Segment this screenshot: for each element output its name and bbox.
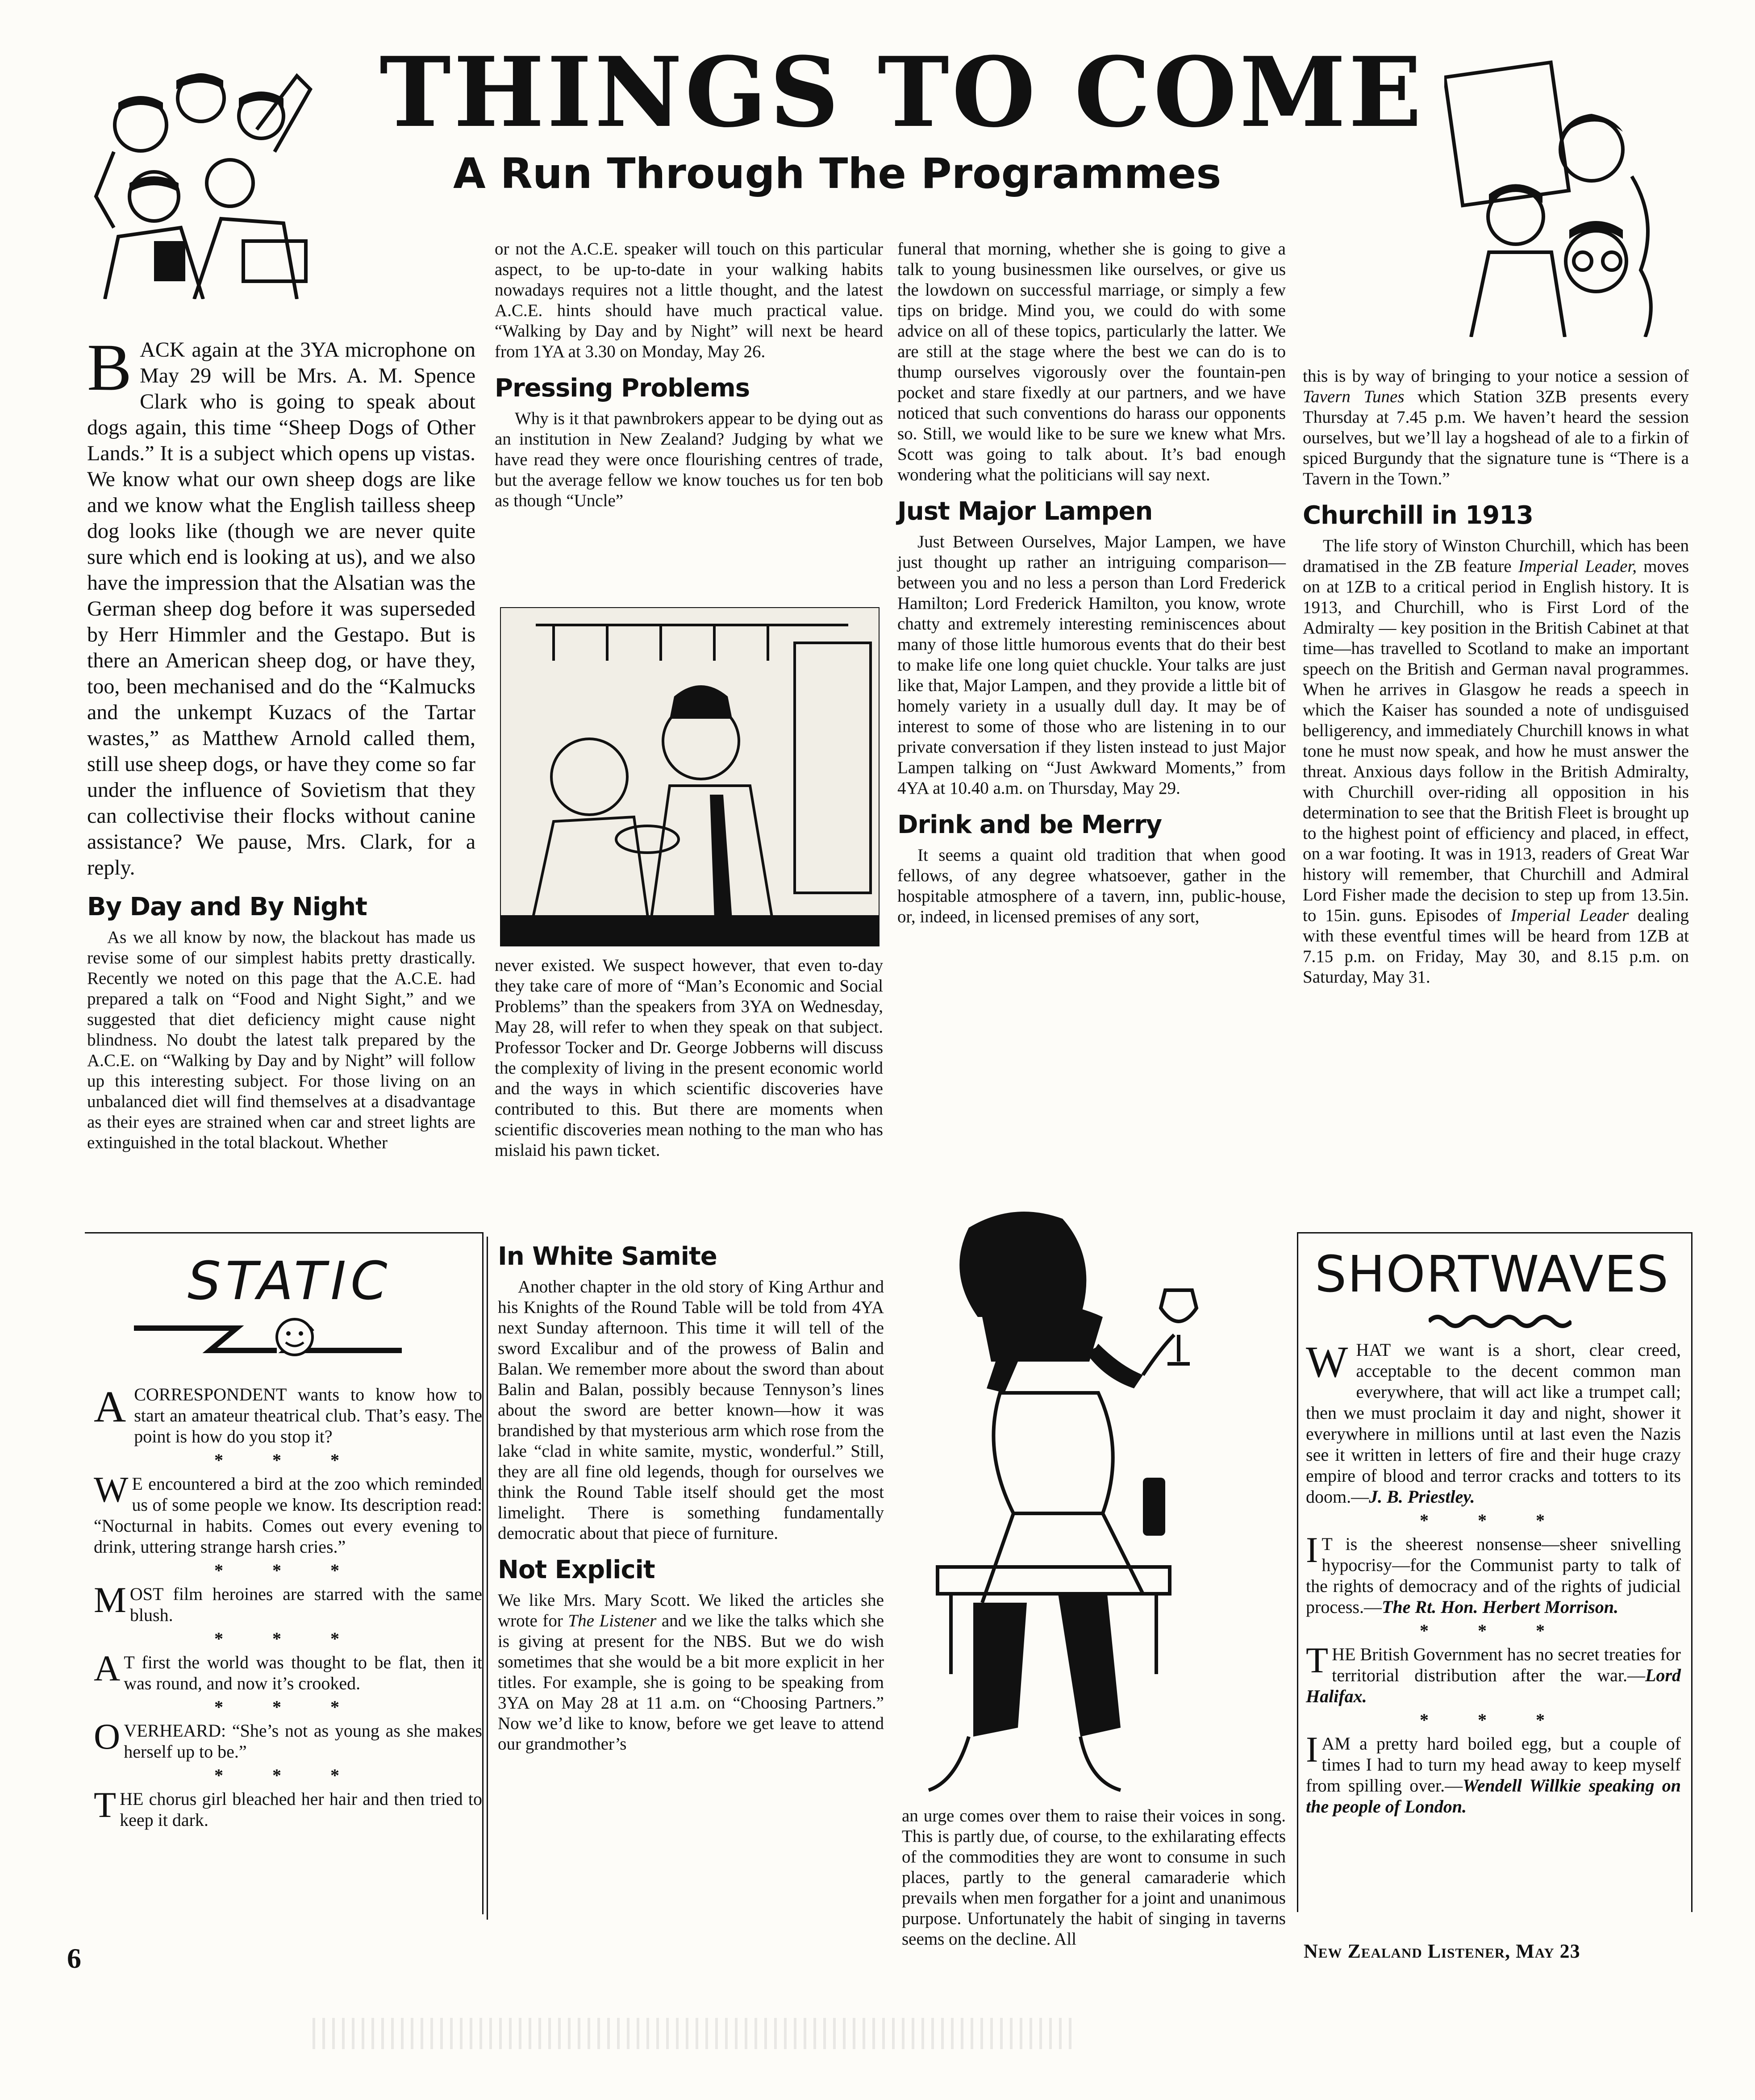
static-stars-1: * * * [214,1450,362,1470]
intro-text: ACK again at the 3YA microphone on May 29 will be Mrs. A. M. Spence Clark who is going to speak about dogs again, this time “Sheep Dogs of Other Lands.” It is a subject which opens up vistas. We know what our own sheep dogs are like and we know what the English tailless sheep dog looks like (though we are never quite sure which end is looking at us), and we also have the impression that the Alsatian was the German sheep dog before it was superseded by Herr Himmler and the Gestapo. But is there an American sheep dog, or have they, too, been mechanised and do the “Kalmucks and the unkempt Kuzacs of the Tartar wastes,” as Matthew Arnold called them, still use sheep dogs, or have they come so far under the influence of Sovietism that they can collectivise their flocks without canine assistance? We pause, Mrs. Clark, for a reply. [87,338,475,879]
explicit-text-b: and we like the talks which she is giving at present for the NBS. But we do wish sometimes that she would be a bit more explicit in her titles. For example, she is going to be speaking from 3YA on May 28 at 11 a.m. on “Choosing Partners.” Now we’d like to know, before we get leave to attend our grandmother’s [498,1611,884,1754]
column-divider [487,1237,488,1920]
heading-white-samite: In White Samite [498,1242,717,1271]
explicit-text-a: We like Mrs. Mary Scott. We liked the articles she wrote for [498,1591,884,1630]
static-dropcap-4: A [94,1648,121,1688]
tavern-text-a: this is by way of bringing to your notice a session of [1303,367,1689,386]
shortwaves-items [1306,1339,1681,1817]
funeral-text: funeral that morning, whether she is going to give a talk to young businessmen like ourselves, or give us the lowdown on successful marriage, or simply a few tips on bridge. Mind you, we could do with some advice on all of these topics, particularly the latter. We are still at the stage where the best we can do is to thump ourselves vigorously over the fountain-pen pocket and stare fixedly at our partners, and we have noticed that such conventions do harass our opponents so. Still, we would like to be sure we knew what Mrs. Scott was going to talk about. It’s bad enough wondering what the politicians will say next. [897,239,1286,484]
heading-drink-merry: Drink and be Merry [897,810,1162,839]
pawnbroker-cartoon [500,607,880,946]
static-title: STATIC [188,1250,392,1312]
shortwave-attribution-3: Lord Halifax. [1306,1665,1681,1706]
heading-day-night: By Day and By Night [87,892,367,921]
static-item-1 [94,1384,482,1447]
churchill-text-c: dealing with these eventful times will be heard from 1ZB at 7.15 p.m. on Friday, May 30, and 8.15 p.m. on Saturday, May 31. [1303,906,1689,987]
page-subtitle: A Run Through The Programmes [453,150,1221,198]
static-text-2: E encountered a bird at the zoo which reminded us of some people we know. Its description read: “Nocturnal in habits. Comes out every evening to drink, uttering strange harsh cries.” [94,1474,482,1557]
explicit-text [498,1590,884,1754]
shortwave-attribution-2: The Rt. Hon. Herbert Morrison. [1381,1597,1619,1617]
shortwave-dropcap-3: T [1306,1640,1329,1680]
static-stars-4: * * * [214,1697,362,1717]
static-dropcap-6: T [94,1784,117,1825]
shortwave-item-4 [1306,1729,1681,1817]
imperial-leader-title-1: Imperial Leader, [1518,557,1637,576]
static-stars-3: * * * [214,1629,362,1649]
shortwave-text-4: AM a pretty hard boiled egg, but a couple of times I had to turn my head away to keep myself from spilling over.— [1306,1733,1681,1796]
static-stars-5: * * * [214,1765,362,1785]
pressing-text-1: Why is it that pawnbrokers appear to be dying out as an institution in New Zealand? Judging by what we have read they were once flourishing centres of trade, but the average fellow we know touches us for ten bob as though “Uncle” [495,409,883,510]
static-item-4 [94,1648,482,1694]
static-stars-2: * * * [214,1560,362,1580]
the-listener-title: The Listener [568,1611,657,1630]
pressing-text-2: never existed. We suspect however, that even to-day they take care of more of “Man’s Economic and Social Problems” than the speakers from 3YA on Wednesday, May 28, will refer to when they speak on that subject. Professor Tocker and Dr. George Jobberns will discuss the complexity of living in the present economic world and the ways in which scientific discoveries have contributed to this. But there are moments when scientific discoveries mean nothing to the man who has mislaid his pawn ticket. [495,956,883,1160]
static-zigzag-icon [134,1315,402,1364]
band-illustration [87,49,315,299]
heading-pressing-problems: Pressing Problems [495,374,750,403]
shortwave-item-3 [1306,1640,1681,1707]
shortwaves-title: SHORTWAVES [1315,1246,1670,1304]
tavern-text [1303,366,1689,489]
static-text-6: HE chorus girl bleached her hair and then tried to keep it dark. [120,1789,482,1830]
page-title: THINGS TO COME [379,36,1425,149]
shortwave-stars-2: * * * [1420,1621,1567,1641]
intro-dropcap: B [87,330,132,404]
shortwave-stars-3: * * * [1420,1710,1567,1730]
static-item-2 [94,1469,482,1557]
shortwave-dropcap-2: I [1306,1529,1318,1570]
intro-paragraph [87,330,475,881]
drink-text-1: It seems a quaint old tradition that when good fellows, of any degree whatsoever, gather in the hospitable atmosphere of a tavern, inn, public-house, or, indeed, in licensed premises of any sort, [897,846,1286,926]
day-night-continued: or not the A.C.E. speaker will touch on this particular aspect, to be up-to-date in your walking habits nowadays requires not a little thought, and the latest A.C.E. hints should have much practical value. “Walking by Day and by Night” will next be heard from 1YA at 3.30 on Monday, May 26. [495,239,883,361]
shortwave-attribution-4: Wendell Willkie speaking on the people of London. [1306,1775,1681,1817]
heading-churchill: Churchill in 1913 [1303,501,1534,530]
column-1 [87,330,475,1153]
column-2-mid [495,955,883,1161]
shortwave-dropcap-1: W [1306,1337,1348,1387]
publication-footer: New Zealand Listener, May 23 [1304,1940,1580,1962]
shortwave-text-3: HE British Government has no secret treaties for territorial distribution after the war.— [1332,1644,1681,1685]
static-text-3: OST film heroines are starred with the same blush. [129,1584,482,1625]
static-item-3 [94,1579,482,1625]
heading-not-explicit: Not Explicit [498,1555,655,1584]
shortwave-text-1: HAT we want is a short, clear creed, acceptable to the decent common man everywhere, that will act like a trumpet call; then we must proclaim it day and night, shower it everywhere in millions until at last even the Nazis see it written in letters of fire and their huge crazy empire of blood and terror cracks and totters to its doom.— [1306,1340,1681,1507]
drink-text-2: an urge comes over them to raise their voices in song. This is partly due, of course, to the exhilarating effects of the commodities they are wont to consume in such places, partly to the general camaraderie which prevails when men forgather for a joint and unanimous purpose. Unfortunately the habit of singing in taverns seems on the decline. All [902,1806,1286,1949]
shortwave-text-2: T is the sheerest nonsense—sheer snivelling hypocrisy—for the Communist party to talk of the rights of democracy and of the rights of judicial process.— [1306,1534,1681,1617]
static-text-5: VERHEARD: “She’s not as young as she makes herself up to be.” [124,1721,482,1762]
day-night-text: As we all know by now, the blackout has made us revise some of our simplest habits pretty drastically. Recently we noted on this page that the A.C.E. had prepared a talk on “Food and Night Sight,” and we suggested that diet deficiency might cause night blindness. No doubt the latest talk prepared by the A.C.E. on “Walking by Day and by Night” will follow up this interesting subject. For those living on an unbalanced diet will find themselves at a disadvantage as their eyes are strained when car and street lights are extinguished in the total blackout. Whether [87,928,475,1152]
static-items [94,1384,482,1830]
heading-major-lampen: Just Major Lampen [897,497,1153,526]
static-text-1: CORRESPONDENT wants to know how to start an amateur theatrical club. That’s easy. The point is how do you stop it? [134,1384,482,1446]
static-dropcap-2: W [94,1469,129,1510]
scan-noise [313,2018,1071,2049]
shortwave-item-2 [1306,1529,1681,1617]
tavern-tunes-title: Tavern Tunes [1303,387,1405,406]
singers-illustration [1444,60,1667,337]
tavern-text-b: which Station 3ZB presents every Thursday at 7.45 p.m. We haven’t heard the session ourselves, but we’ll lay a hogshead of ale to a firkin of spiced Burgundy that the signature tune is “There is a Tavern in the Town.” [1303,387,1689,488]
imperial-leader-title-2: Imperial Leader [1510,906,1629,925]
column-2-top [495,239,883,511]
column-3-top [897,239,1286,927]
static-text-4: T first the world was thought to be flat, then it was round, and now it’s crooked. [124,1652,482,1693]
column-4 [1303,366,1689,988]
column-3-lower [902,1806,1286,1950]
samite-text: Another chapter in the old story of King Arthur and his Knights of the Round Table will be told from 4YA next Sunday afternoon. This time it will tell of the sword Excalibur and of the prowess of Balin and Balan. We remember more about the sword than about Balin and Balan, possibly because Tennyson’s lines about the sword are better known—how it was brandished by that mysterious arm which rose from the lake “clad in white samite, mystic, wonderful.” Still, they are all fine old legends, though for ourselves we think the Round Table itself should get the most limelight. There is something fundamentally democratic about that piece of furniture. [498,1277,884,1543]
page-number: 6 [67,1942,81,1974]
shortwave-attribution-1: J. B. Priestley. [1369,1487,1475,1507]
static-dropcap-3: M [94,1579,126,1620]
lampen-text: Just Between Ourselves, Major Lampen, we have just thought up rather an intriguing comparison—between you and no less a person than Lord Frederick Hamilton; Lord Frederick Hamilton, you know, wrote chatty and extremely interesting reminiscences about many of those little humorous events that do their best to make life one long quiet chuckle. Your talks are just like that, Major Lampen, and they provide a little bit of homely variety in a usually dull day. It may be of interest to some of those who are listening in to our private conversation if they listen instead to just Major Lampen talking on “Just Awkward Moments,” from 4YA at 10.40 a.m. on Thursday, May 29. [897,532,1286,798]
churchill-text-a: The life story of Winston Churchill, which has been dramatised in the ZB feature [1303,536,1689,576]
static-dropcap-1: A [94,1382,126,1431]
shortwave-item-1 [1306,1339,1681,1507]
churchill-text-b: moves on at 1ZB to a critical period in English history. It is 1913, and Churchill, who is First Lord of the Admiralty — key position in the British Cabinet at that time—has travelled to Scotland to make an important speech on the British and German naval programmes. When he arrives in Glasgow he reads a speech in which the Kaiser has sounded a note of undisguised belligerency, and immediately Churchill knows in what tone he must now speak, and how he must answer the threat. Anxious days follow in the British Admiralty, with Churchill over-riding all opposition in his determination to see that the British Fleet is brought up to the highest point of efficiency and placed, in effect, on a war footing. It was in 1913, readers of Great War history will remember, that Churchill and Admiral Lord Fisher made the decision to step up from 13.5in. to 15in. guns. Episodes of [1303,557,1689,925]
static-item-6 [94,1784,482,1830]
shortwave-dropcap-4: I [1306,1729,1318,1770]
wave-icon [1429,1312,1572,1330]
shortwave-stars-1: * * * [1420,1510,1567,1530]
static-dropcap-5: O [94,1716,121,1757]
churchill-text [1303,536,1689,988]
static-item-5 [94,1716,482,1762]
drinker-illustration [911,1201,1277,1804]
column-2-lower [498,1237,884,1754]
